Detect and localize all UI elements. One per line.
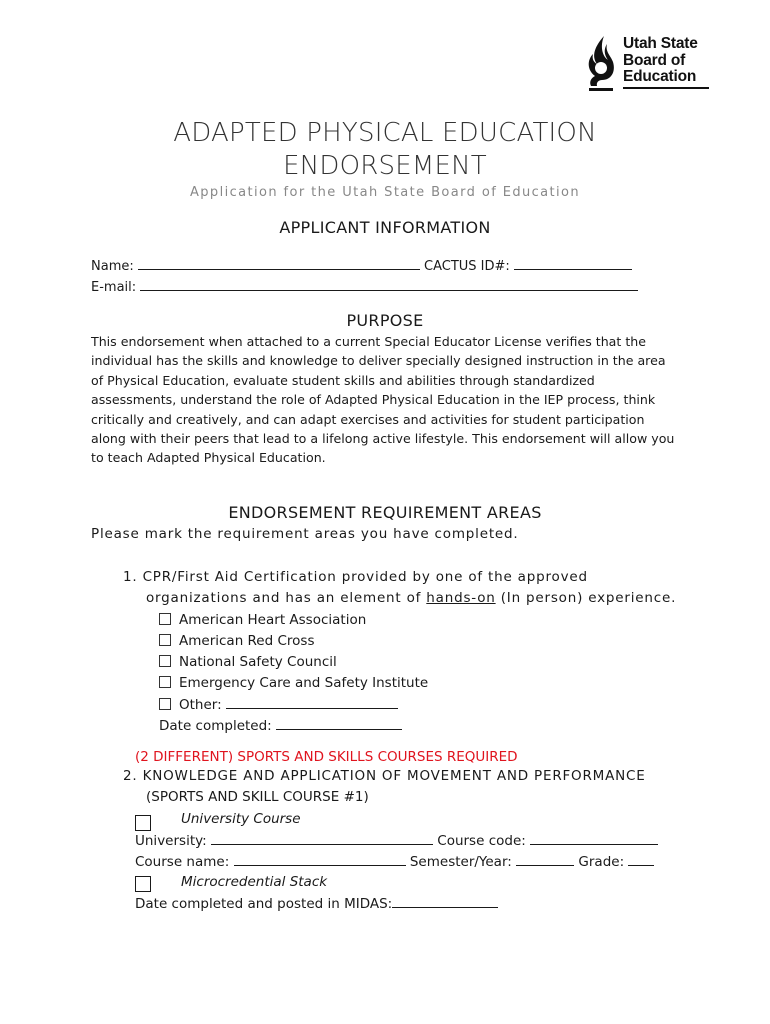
checkbox[interactable] bbox=[159, 698, 171, 710]
logo-rule bbox=[623, 87, 709, 89]
logo-line-1: Utah State bbox=[623, 35, 698, 52]
purpose-heading: PURPOSE bbox=[346, 311, 424, 330]
item-1-number: 1. bbox=[123, 569, 138, 585]
name-label: Name: bbox=[91, 259, 134, 274]
purpose-line: to teach Adapted Physical Education. bbox=[91, 450, 326, 466]
date-completed-row bbox=[159, 717, 402, 734]
purpose-line: assessments, understand the role of Adapted Physical Education in the IEP process, think bbox=[91, 392, 656, 408]
item-2-line-2: (SPORTS AND SKILL COURSE #1) bbox=[146, 789, 369, 805]
university-field[interactable] bbox=[211, 832, 433, 845]
item-1-line-1 bbox=[123, 569, 588, 585]
course-name-label: Course name: bbox=[135, 854, 230, 870]
checkbox[interactable] bbox=[159, 655, 171, 667]
item-2-number: 2. bbox=[123, 768, 138, 784]
flame-logo-icon bbox=[583, 34, 623, 92]
semester-field[interactable] bbox=[516, 853, 574, 866]
midas-date-field[interactable] bbox=[392, 895, 498, 908]
microcredential-checkbox[interactable] bbox=[135, 876, 151, 892]
sports-courses-notice: (2 DIFFERENT) SPORTS AND SKILLS COURSES REQUIRED bbox=[135, 749, 518, 765]
option-row bbox=[159, 633, 314, 649]
date-completed-label: Date completed: bbox=[159, 718, 272, 734]
course-code-field[interactable] bbox=[530, 832, 658, 845]
cactus-id-field[interactable] bbox=[514, 257, 632, 270]
grade-field[interactable] bbox=[628, 853, 654, 866]
other-field[interactable] bbox=[226, 696, 398, 709]
logo-line-2: Board of bbox=[623, 51, 686, 69]
item-1-text: CPR/First Aid Certification provided by one of the approved bbox=[142, 569, 588, 585]
email-row bbox=[91, 278, 638, 295]
option-label: American Heart Association bbox=[179, 612, 367, 628]
name-field[interactable] bbox=[138, 257, 420, 270]
usbe-logo bbox=[583, 34, 711, 92]
date-completed-field[interactable] bbox=[276, 717, 402, 730]
purpose-line: of Physical Education, evaluate student skills and abilities through standardized bbox=[91, 372, 595, 388]
email-field[interactable] bbox=[140, 278, 638, 291]
midas-row bbox=[135, 895, 498, 912]
purpose-line: critically and creatively, and can adapt exercises and activities for student participation bbox=[91, 411, 645, 427]
course-code-label: Course code: bbox=[437, 833, 526, 849]
purpose-paragraph bbox=[91, 332, 691, 468]
document-title-line-2: ENDORSEMENT bbox=[283, 151, 487, 181]
option-row bbox=[159, 654, 337, 670]
hands-on-text: hands-on bbox=[426, 590, 496, 606]
requirements-heading: ENDORSEMENT REQUIREMENT AREAS bbox=[228, 503, 542, 522]
purpose-line: This endorsement when attached to a current Special Educator License verifies that the bbox=[91, 334, 646, 349]
microcredential-label: Microcredential Stack bbox=[181, 874, 328, 890]
option-label: Other: bbox=[179, 697, 222, 713]
document-title-line-1: ADAPTED PHYSICAL EDUCATION bbox=[173, 118, 597, 148]
item-1-line-2-pre: organizations and has an element of bbox=[146, 590, 427, 606]
cactus-label: CACTUS ID#: bbox=[424, 259, 510, 274]
item-1-line-2-post: (In person) experience. bbox=[495, 590, 677, 606]
option-label: American Red Cross bbox=[179, 633, 315, 649]
midas-label: Date completed and posted in MIDAS: bbox=[135, 896, 393, 912]
grade-label: Grade: bbox=[578, 854, 625, 870]
option-row bbox=[159, 612, 366, 628]
checkbox[interactable] bbox=[159, 634, 171, 646]
option-label: National Safety Council bbox=[179, 654, 337, 670]
document-subtitle: Application for the Utah State Board of Education bbox=[189, 185, 581, 200]
checkbox[interactable] bbox=[159, 613, 171, 625]
option-label: Emergency Care and Safety Institute bbox=[179, 675, 429, 691]
university-row bbox=[135, 832, 658, 849]
option-row bbox=[159, 675, 428, 691]
university-course-label: University Course bbox=[181, 811, 301, 827]
logo-line-3: Education bbox=[623, 68, 697, 85]
course-name-field[interactable] bbox=[234, 853, 406, 866]
purpose-line: individual has the skills and knowledge to deliver specially designed instruction in the area bbox=[91, 353, 666, 369]
item-2-line-1 bbox=[123, 768, 646, 784]
semester-label: Semester/Year: bbox=[409, 854, 512, 870]
university-label: University: bbox=[135, 833, 207, 849]
university-course-checkbox[interactable] bbox=[135, 815, 151, 831]
requirements-instruction: Please mark the requirement areas you have completed. bbox=[91, 526, 519, 542]
purpose-line: along with their peers that lead to a lifelong active lifestyle. This endorsement will allow you bbox=[91, 431, 675, 447]
option-row bbox=[159, 696, 398, 713]
item-2-text: KNOWLEDGE AND APPLICATION OF MOVEMENT AND PERFORMANCE bbox=[142, 768, 646, 784]
course-name-row bbox=[135, 853, 654, 870]
item-1-line-2 bbox=[146, 590, 676, 606]
email-label: E-mail: bbox=[91, 280, 137, 295]
name-row bbox=[91, 257, 632, 274]
applicant-heading: APPLICANT INFORMATION bbox=[279, 218, 491, 237]
logo-text bbox=[623, 36, 698, 86]
checkbox[interactable] bbox=[159, 676, 171, 688]
